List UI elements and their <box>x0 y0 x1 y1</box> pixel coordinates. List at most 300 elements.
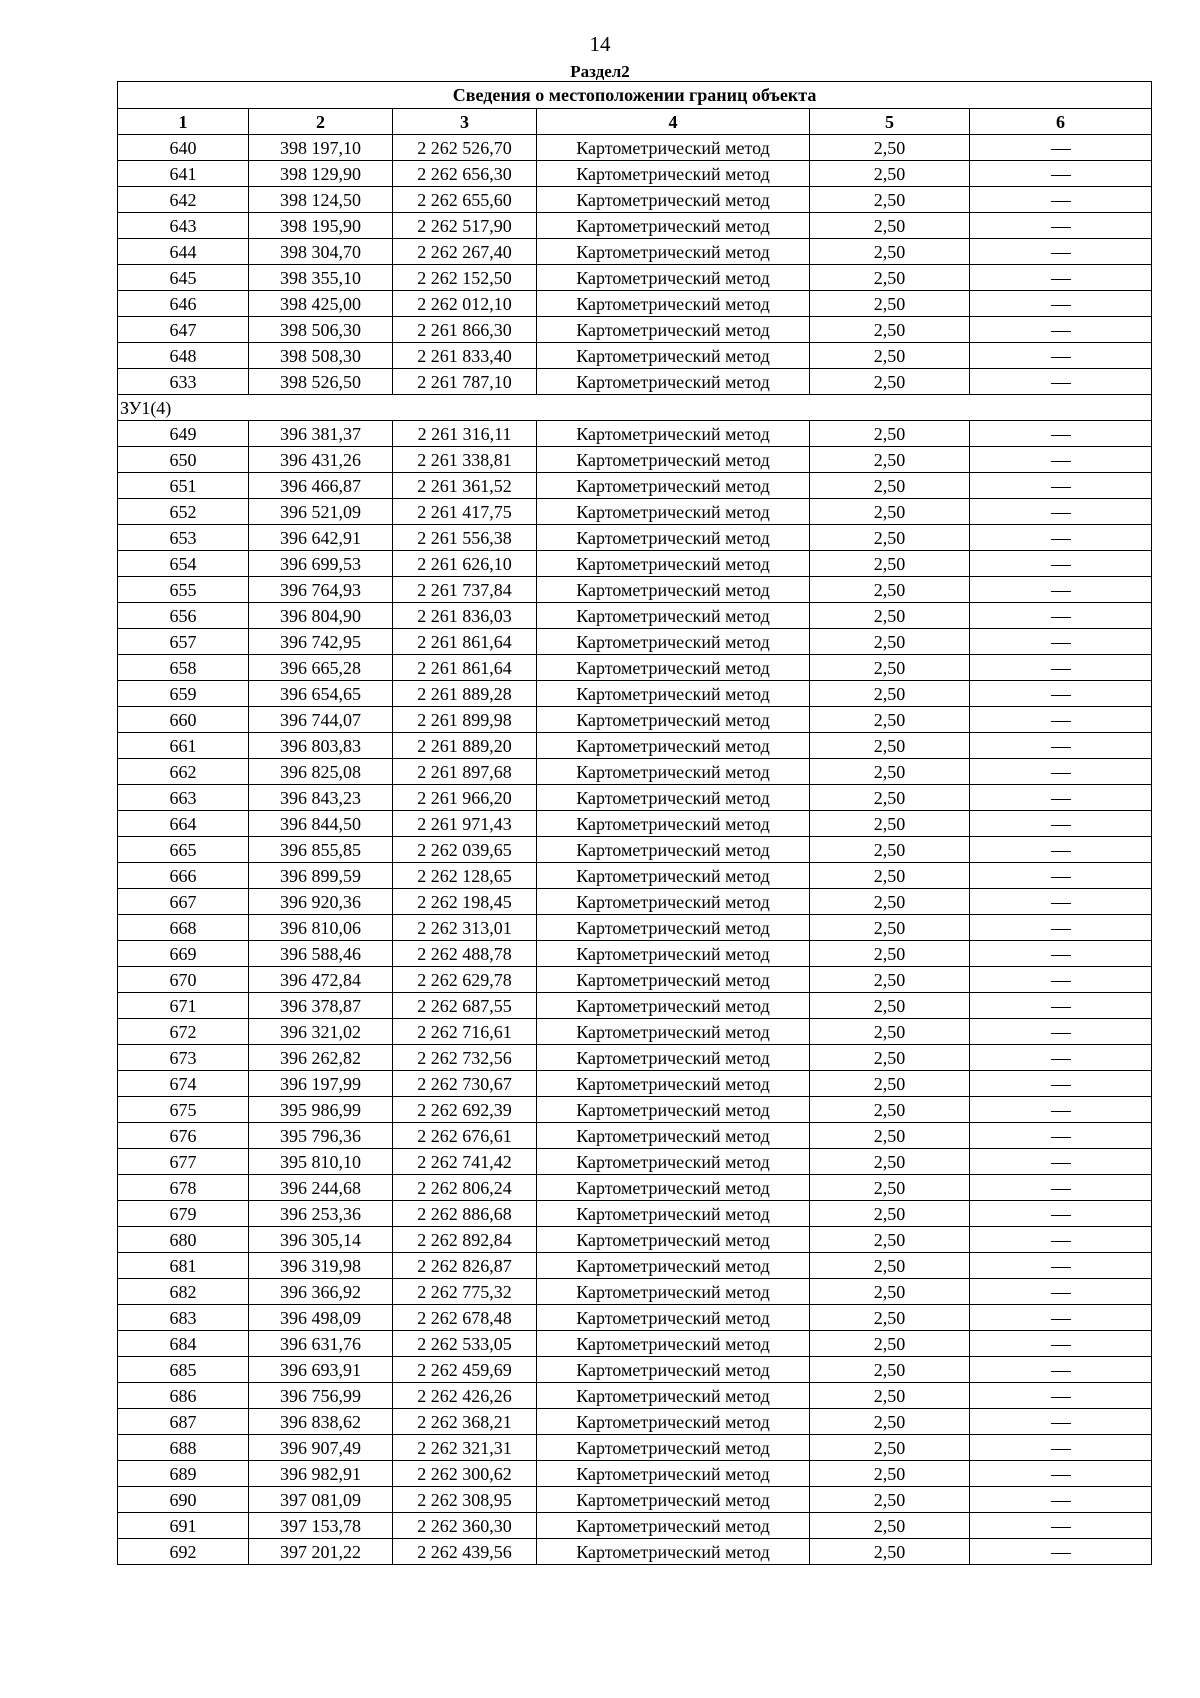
accuracy-cell: 2,50 <box>810 265 970 291</box>
point-number-cell: 686 <box>118 1383 249 1409</box>
method-cell: Картометрический метод <box>537 421 810 447</box>
accuracy-cell: 2,50 <box>810 1123 970 1149</box>
point-number-cell: 653 <box>118 525 249 551</box>
em-dash-mark <box>1051 149 1071 150</box>
notes-cell <box>970 525 1152 551</box>
notes-cell <box>970 1149 1152 1175</box>
em-dash-mark <box>1051 1111 1071 1112</box>
em-dash-mark <box>1051 1033 1071 1034</box>
y-coordinate-cell: 2 262 775,32 <box>393 1279 537 1305</box>
accuracy-cell: 2,50 <box>810 1149 970 1175</box>
accuracy-cell: 2,50 <box>810 1487 970 1513</box>
y-coordinate-cell: 2 261 361,52 <box>393 473 537 499</box>
accuracy-cell: 2,50 <box>810 187 970 213</box>
point-number-cell: 642 <box>118 187 249 213</box>
table-row <box>118 655 1152 681</box>
point-number-cell: 684 <box>118 1331 249 1357</box>
table-row <box>118 1253 1152 1279</box>
table-row <box>118 447 1152 473</box>
method-cell: Картометрический метод <box>537 993 810 1019</box>
method-cell: Картометрический метод <box>537 239 810 265</box>
accuracy-cell: 2,50 <box>810 603 970 629</box>
method-cell: Картометрический метод <box>537 343 810 369</box>
point-number-cell: 665 <box>118 837 249 863</box>
x-coordinate-cell: 396 920,36 <box>249 889 393 915</box>
em-dash-mark <box>1051 253 1071 254</box>
notes-cell <box>970 889 1152 915</box>
y-coordinate-cell: 2 262 300,62 <box>393 1461 537 1487</box>
x-coordinate-cell: 396 431,26 <box>249 447 393 473</box>
notes-cell <box>970 1435 1152 1461</box>
accuracy-cell: 2,50 <box>810 1383 970 1409</box>
em-dash-mark <box>1051 383 1071 384</box>
point-number-cell: 633 <box>118 369 249 395</box>
accuracy-cell: 2,50 <box>810 421 970 447</box>
accuracy-cell: 2,50 <box>810 941 970 967</box>
boundary-coordinates-table <box>117 81 1152 1565</box>
x-coordinate-cell: 396 825,08 <box>249 759 393 785</box>
x-coordinate-cell: 396 642,91 <box>249 525 393 551</box>
point-number-cell: 679 <box>118 1201 249 1227</box>
x-coordinate-cell: 396 654,65 <box>249 681 393 707</box>
notes-cell <box>970 993 1152 1019</box>
page-number: 14 <box>589 32 611 56</box>
method-cell: Картометрический метод <box>537 1331 810 1357</box>
y-coordinate-cell: 2 261 787,10 <box>393 369 537 395</box>
method-cell: Картометрический метод <box>537 733 810 759</box>
em-dash-mark <box>1051 877 1071 878</box>
notes-cell <box>970 421 1152 447</box>
notes-cell <box>970 1357 1152 1383</box>
table-row <box>118 343 1152 369</box>
x-coordinate-cell: 396 744,07 <box>249 707 393 733</box>
notes-cell <box>970 1045 1152 1071</box>
table-row <box>118 1175 1152 1201</box>
y-coordinate-cell: 2 262 806,24 <box>393 1175 537 1201</box>
x-coordinate-cell: 396 804,90 <box>249 603 393 629</box>
notes-cell <box>970 239 1152 265</box>
table-row <box>118 1097 1152 1123</box>
point-number-cell: 675 <box>118 1097 249 1123</box>
point-number-cell: 672 <box>118 1019 249 1045</box>
accuracy-cell: 2,50 <box>810 915 970 941</box>
em-dash-mark <box>1051 1371 1071 1372</box>
method-cell: Картометрический метод <box>537 1071 810 1097</box>
method-cell: Картометрический метод <box>537 1487 810 1513</box>
table-row <box>118 967 1152 993</box>
y-coordinate-cell: 2 261 836,03 <box>393 603 537 629</box>
method-cell: Картометрический метод <box>537 863 810 889</box>
table-row <box>118 1019 1152 1045</box>
point-number-cell: 687 <box>118 1409 249 1435</box>
method-cell: Картометрический метод <box>537 629 810 655</box>
accuracy-cell: 2,50 <box>810 1071 970 1097</box>
table-row <box>118 1435 1152 1461</box>
accuracy-cell: 2,50 <box>810 317 970 343</box>
notes-cell <box>970 811 1152 837</box>
point-number-cell: 692 <box>118 1539 249 1565</box>
point-number-cell: 683 <box>118 1305 249 1331</box>
method-cell: Картометрический метод <box>537 1383 810 1409</box>
y-coordinate-cell: 2 262 678,48 <box>393 1305 537 1331</box>
x-coordinate-cell: 396 756,99 <box>249 1383 393 1409</box>
table-row <box>118 993 1152 1019</box>
method-cell: Картометрический метод <box>537 1019 810 1045</box>
point-number-cell: 668 <box>118 915 249 941</box>
y-coordinate-cell: 2 262 128,65 <box>393 863 537 889</box>
y-coordinate-cell: 2 261 861,64 <box>393 629 537 655</box>
notes-cell <box>970 915 1152 941</box>
table-row <box>118 551 1152 577</box>
y-coordinate-cell: 2 262 459,69 <box>393 1357 537 1383</box>
y-coordinate-cell: 2 262 313,01 <box>393 915 537 941</box>
notes-cell <box>970 967 1152 993</box>
y-coordinate-cell: 2 262 886,68 <box>393 1201 537 1227</box>
table-row <box>118 291 1152 317</box>
notes-cell <box>970 1539 1152 1565</box>
notes-cell <box>970 291 1152 317</box>
table-row <box>118 863 1152 889</box>
point-number-cell: 691 <box>118 1513 249 1539</box>
y-coordinate-cell: 2 261 889,20 <box>393 733 537 759</box>
y-coordinate-cell: 2 262 526,70 <box>393 135 537 161</box>
y-coordinate-cell: 2 262 198,45 <box>393 889 537 915</box>
method-cell: Картометрический метод <box>537 811 810 837</box>
method-cell: Картометрический метод <box>537 1435 810 1461</box>
y-coordinate-cell: 2 261 971,43 <box>393 811 537 837</box>
table-row <box>118 1513 1152 1539</box>
column-header-3: 3 <box>393 109 537 135</box>
accuracy-cell: 2,50 <box>810 889 970 915</box>
point-number-cell: 671 <box>118 993 249 1019</box>
point-number-cell: 648 <box>118 343 249 369</box>
em-dash-mark <box>1051 721 1071 722</box>
x-coordinate-cell: 396 843,23 <box>249 785 393 811</box>
table-body <box>118 135 1152 1565</box>
notes-cell <box>970 681 1152 707</box>
method-cell: Картометрический метод <box>537 889 810 915</box>
y-coordinate-cell: 2 262 655,60 <box>393 187 537 213</box>
table-row <box>118 499 1152 525</box>
accuracy-cell: 2,50 <box>810 1539 970 1565</box>
em-dash-mark <box>1051 1553 1071 1554</box>
em-dash-mark <box>1051 1137 1071 1138</box>
method-cell: Картометрический метод <box>537 1461 810 1487</box>
table-row <box>118 317 1152 343</box>
x-coordinate-cell: 396 803,83 <box>249 733 393 759</box>
x-coordinate-cell: 398 124,50 <box>249 187 393 213</box>
point-number-cell: 673 <box>118 1045 249 1071</box>
em-dash-mark <box>1051 851 1071 852</box>
em-dash-mark <box>1051 513 1071 514</box>
table-row <box>118 1123 1152 1149</box>
point-number-cell: 660 <box>118 707 249 733</box>
table-row <box>118 239 1152 265</box>
point-number-cell: 659 <box>118 681 249 707</box>
method-cell: Картометрический метод <box>537 1539 810 1565</box>
y-coordinate-cell: 2 262 267,40 <box>393 239 537 265</box>
x-coordinate-cell: 395 810,10 <box>249 1149 393 1175</box>
accuracy-cell: 2,50 <box>810 1175 970 1201</box>
table-row <box>118 941 1152 967</box>
y-coordinate-cell: 2 262 360,30 <box>393 1513 537 1539</box>
accuracy-cell: 2,50 <box>810 135 970 161</box>
notes-cell <box>970 265 1152 291</box>
x-coordinate-cell: 396 262,82 <box>249 1045 393 1071</box>
x-coordinate-cell: 396 197,99 <box>249 1071 393 1097</box>
x-coordinate-cell: 396 305,14 <box>249 1227 393 1253</box>
x-coordinate-cell: 396 899,59 <box>249 863 393 889</box>
notes-cell <box>970 577 1152 603</box>
method-cell: Картометрический метод <box>537 1227 810 1253</box>
em-dash-mark <box>1051 1397 1071 1398</box>
y-coordinate-cell: 2 262 012,10 <box>393 291 537 317</box>
point-number-cell: 664 <box>118 811 249 837</box>
accuracy-cell: 2,50 <box>810 759 970 785</box>
notes-cell <box>970 863 1152 889</box>
point-number-cell: 682 <box>118 1279 249 1305</box>
em-dash-mark <box>1051 955 1071 956</box>
table-row <box>118 1045 1152 1071</box>
x-coordinate-cell: 396 907,49 <box>249 1435 393 1461</box>
em-dash-mark <box>1051 825 1071 826</box>
method-cell: Картометрический метод <box>537 447 810 473</box>
em-dash-mark <box>1051 695 1071 696</box>
point-number-cell: 676 <box>118 1123 249 1149</box>
notes-cell <box>970 1175 1152 1201</box>
notes-cell <box>970 1487 1152 1513</box>
em-dash-mark <box>1051 175 1071 176</box>
table-row <box>118 265 1152 291</box>
notes-cell <box>970 655 1152 681</box>
em-dash-mark <box>1051 1163 1071 1164</box>
em-dash-mark <box>1051 1319 1071 1320</box>
point-number-cell: 663 <box>118 785 249 811</box>
notes-cell <box>970 707 1152 733</box>
x-coordinate-cell: 398 355,10 <box>249 265 393 291</box>
x-coordinate-cell: 396 588,46 <box>249 941 393 967</box>
y-coordinate-cell: 2 261 861,64 <box>393 655 537 681</box>
notes-cell <box>970 1409 1152 1435</box>
method-cell: Картометрический метод <box>537 967 810 993</box>
point-number-cell: 677 <box>118 1149 249 1175</box>
x-coordinate-cell: 396 321,02 <box>249 1019 393 1045</box>
x-coordinate-cell: 398 304,70 <box>249 239 393 265</box>
accuracy-cell: 2,50 <box>810 161 970 187</box>
notes-cell <box>970 1097 1152 1123</box>
point-number-cell: 649 <box>118 421 249 447</box>
y-coordinate-cell: 2 262 368,21 <box>393 1409 537 1435</box>
accuracy-cell: 2,50 <box>810 707 970 733</box>
notes-cell <box>970 785 1152 811</box>
y-coordinate-cell: 2 262 892,84 <box>393 1227 537 1253</box>
notes-cell <box>970 629 1152 655</box>
point-number-cell: 666 <box>118 863 249 889</box>
accuracy-cell: 2,50 <box>810 1279 970 1305</box>
method-cell: Картометрический метод <box>537 759 810 785</box>
em-dash-mark <box>1051 981 1071 982</box>
x-coordinate-cell: 396 378,87 <box>249 993 393 1019</box>
table-row <box>118 889 1152 915</box>
x-coordinate-cell: 398 425,00 <box>249 291 393 317</box>
point-number-cell: 678 <box>118 1175 249 1201</box>
x-coordinate-cell: 396 466,87 <box>249 473 393 499</box>
method-cell: Картометрический метод <box>537 1175 810 1201</box>
table-row <box>118 213 1152 239</box>
accuracy-cell: 2,50 <box>810 681 970 707</box>
accuracy-cell: 2,50 <box>810 291 970 317</box>
notes-cell <box>970 447 1152 473</box>
x-coordinate-cell: 396 699,53 <box>249 551 393 577</box>
em-dash-mark <box>1051 227 1071 228</box>
notes-cell <box>970 1331 1152 1357</box>
em-dash-mark <box>1051 1449 1071 1450</box>
table-row <box>118 135 1152 161</box>
em-dash-mark <box>1051 669 1071 670</box>
em-dash-mark <box>1051 617 1071 618</box>
em-dash-mark <box>1051 279 1071 280</box>
point-number-cell: 689 <box>118 1461 249 1487</box>
x-coordinate-cell: 397 201,22 <box>249 1539 393 1565</box>
accuracy-cell: 2,50 <box>810 1201 970 1227</box>
x-coordinate-cell: 398 195,90 <box>249 213 393 239</box>
method-cell: Картометрический метод <box>537 707 810 733</box>
method-cell: Картометрический метод <box>537 265 810 291</box>
notes-cell <box>970 213 1152 239</box>
accuracy-cell: 2,50 <box>810 499 970 525</box>
method-cell: Картометрический метод <box>537 1279 810 1305</box>
method-cell: Картометрический метод <box>537 1149 810 1175</box>
em-dash-mark <box>1051 591 1071 592</box>
section-title: Раздел2 <box>570 62 630 81</box>
y-coordinate-cell: 2 261 966,20 <box>393 785 537 811</box>
y-coordinate-cell: 2 261 626,10 <box>393 551 537 577</box>
accuracy-cell: 2,50 <box>810 655 970 681</box>
table-row <box>118 525 1152 551</box>
table-row <box>118 759 1152 785</box>
em-dash-mark <box>1051 1345 1071 1346</box>
em-dash-mark <box>1051 773 1071 774</box>
notes-cell <box>970 161 1152 187</box>
notes-cell <box>970 603 1152 629</box>
x-coordinate-cell: 396 665,28 <box>249 655 393 681</box>
table-row <box>118 369 1152 395</box>
y-coordinate-cell: 2 261 417,75 <box>393 499 537 525</box>
method-cell: Картометрический метод <box>537 1123 810 1149</box>
em-dash-mark <box>1051 1527 1071 1528</box>
em-dash-mark <box>1051 1189 1071 1190</box>
y-coordinate-cell: 2 262 517,90 <box>393 213 537 239</box>
point-number-cell: 680 <box>118 1227 249 1253</box>
em-dash-mark <box>1051 461 1071 462</box>
table-row <box>118 1383 1152 1409</box>
y-coordinate-cell: 2 262 716,61 <box>393 1019 537 1045</box>
x-coordinate-cell: 396 521,09 <box>249 499 393 525</box>
point-number-cell: 688 <box>118 1435 249 1461</box>
method-cell: Картометрический метод <box>537 577 810 603</box>
x-coordinate-cell: 395 986,99 <box>249 1097 393 1123</box>
x-coordinate-cell: 396 366,92 <box>249 1279 393 1305</box>
x-coordinate-cell: 396 472,84 <box>249 967 393 993</box>
x-coordinate-cell: 396 838,62 <box>249 1409 393 1435</box>
x-coordinate-cell: 396 982,91 <box>249 1461 393 1487</box>
accuracy-cell: 2,50 <box>810 1513 970 1539</box>
x-coordinate-cell: 396 319,98 <box>249 1253 393 1279</box>
y-coordinate-cell: 2 262 426,26 <box>393 1383 537 1409</box>
notes-cell <box>970 1305 1152 1331</box>
table-row <box>118 1331 1152 1357</box>
notes-cell <box>970 1201 1152 1227</box>
accuracy-cell: 2,50 <box>810 1357 970 1383</box>
table-row <box>118 577 1152 603</box>
accuracy-cell: 2,50 <box>810 343 970 369</box>
method-cell: Картометрический метод <box>537 655 810 681</box>
y-coordinate-cell: 2 261 737,84 <box>393 577 537 603</box>
method-cell: Картометрический метод <box>537 1253 810 1279</box>
y-coordinate-cell: 2 262 676,61 <box>393 1123 537 1149</box>
method-cell: Картометрический метод <box>537 1097 810 1123</box>
notes-cell <box>970 1253 1152 1279</box>
em-dash-mark <box>1051 357 1071 358</box>
method-cell: Картометрический метод <box>537 837 810 863</box>
point-number-cell: 674 <box>118 1071 249 1097</box>
y-coordinate-cell: 2 262 629,78 <box>393 967 537 993</box>
column-number-row <box>118 109 1152 135</box>
table-row <box>118 1357 1152 1383</box>
em-dash-mark <box>1051 331 1071 332</box>
table-row <box>118 1227 1152 1253</box>
point-number-cell: 654 <box>118 551 249 577</box>
table-row <box>118 629 1152 655</box>
table-row <box>118 707 1152 733</box>
point-number-cell: 651 <box>118 473 249 499</box>
y-coordinate-cell: 2 261 556,38 <box>393 525 537 551</box>
method-cell: Картометрический метод <box>537 915 810 941</box>
y-coordinate-cell: 2 261 897,68 <box>393 759 537 785</box>
em-dash-mark <box>1051 435 1071 436</box>
table-row <box>118 1071 1152 1097</box>
notes-cell <box>970 369 1152 395</box>
em-dash-mark <box>1051 1423 1071 1424</box>
notes-cell <box>970 1383 1152 1409</box>
notes-cell <box>970 1071 1152 1097</box>
accuracy-cell: 2,50 <box>810 447 970 473</box>
accuracy-cell: 2,50 <box>810 239 970 265</box>
y-coordinate-cell: 2 262 533,05 <box>393 1331 537 1357</box>
point-number-cell: 661 <box>118 733 249 759</box>
column-header-2: 2 <box>249 109 393 135</box>
method-cell: Картометрический метод <box>537 317 810 343</box>
em-dash-mark <box>1051 1241 1071 1242</box>
accuracy-cell: 2,50 <box>810 785 970 811</box>
notes-cell <box>970 759 1152 785</box>
point-number-cell: 658 <box>118 655 249 681</box>
accuracy-cell: 2,50 <box>810 967 970 993</box>
method-cell: Картометрический метод <box>537 785 810 811</box>
table-row <box>118 785 1152 811</box>
accuracy-cell: 2,50 <box>810 525 970 551</box>
notes-cell <box>970 343 1152 369</box>
table-row <box>118 161 1152 187</box>
y-coordinate-cell: 2 262 439,56 <box>393 1539 537 1565</box>
section-label: ЗУ1(4) <box>118 395 1152 421</box>
method-cell: Картометрический метод <box>537 1513 810 1539</box>
point-number-cell: 650 <box>118 447 249 473</box>
x-coordinate-cell: 398 129,90 <box>249 161 393 187</box>
x-coordinate-cell: 397 081,09 <box>249 1487 393 1513</box>
accuracy-cell: 2,50 <box>810 1435 970 1461</box>
table-row <box>118 1305 1152 1331</box>
